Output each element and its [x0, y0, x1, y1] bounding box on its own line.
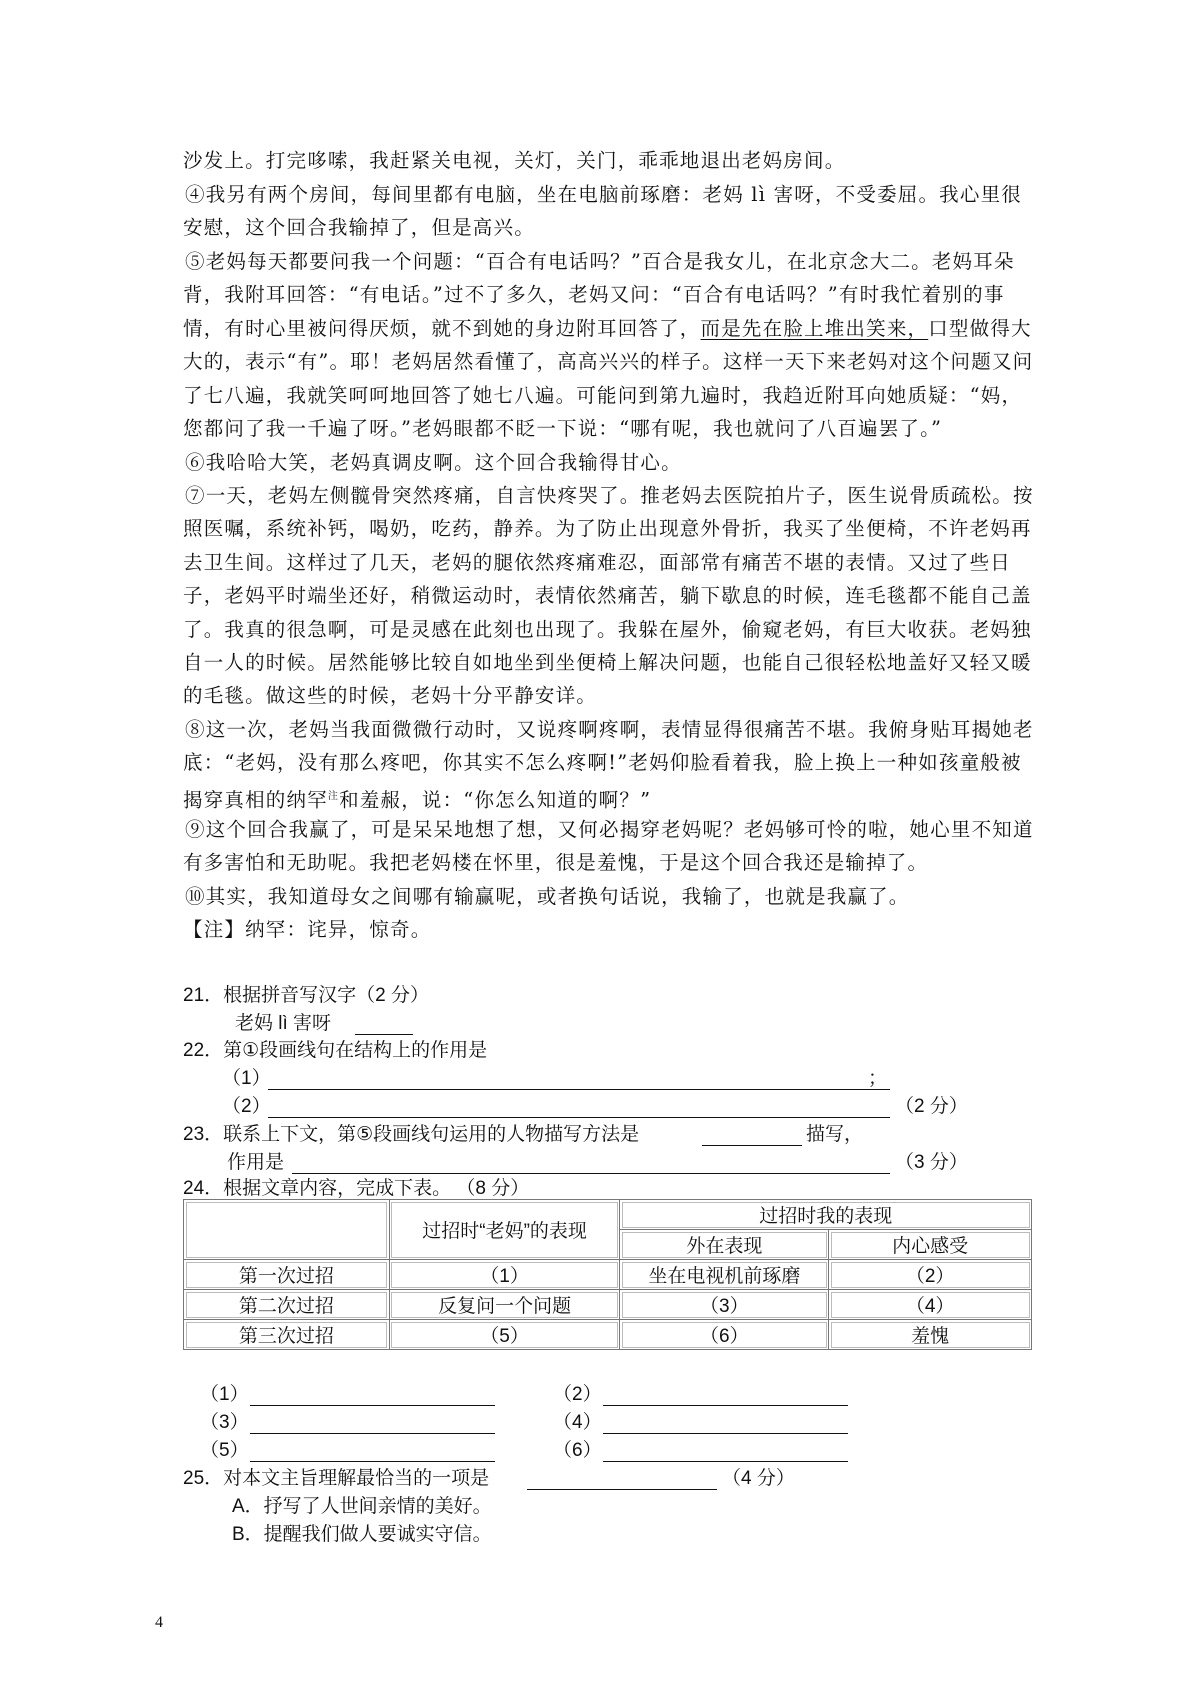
- passage-paragraph-7: ⑦一天，老妈左侧髋骨突然疼痛，自言快疼哭了。推老妈去医院拍片子，医生说骨质疏松。按照医嘱，系统补钙，喝奶，吃药，静养。为了防止出现意外骨折，我买了坐便椅，不许老妈再去卫生间。这样过了几天，老妈的腿依然疼痛难忍，面部常有痛苦不堪的表情。又过了些日子，老妈平时端坐还好，稍微运动时，表情依然痛苦，躺下歇息的时候，连毛毯都不能自己盖了。我真的很急啊，可是灵感在此刻也出现了。我躲在屋外，偷窥老妈，有巨大收获。老妈独自一人的时候。居然能够比较自如地坐到坐便椅上解决问题，也能自己很轻松地盖好又轻又暖的毛毯。做这些的时候，老妈十分平静安详。: [183, 484, 1034, 708]
- paragraph-5-text-b: 口型做得大大的，表示“有”。耶！老妈居然看懂了，高高兴兴的样子。这样一天下来老妈对这个问题又问了七八遍，我就笑呵呵地回答了她七八遍。可能问到第九遍时，我趋近附耳向她质疑：“妈，您都问了我一千遍了呀。”老妈眼都不眨一下说：“哪有呢，我也就问了八百遍罢了。”: [183, 316, 1034, 441]
- paragraph-8-text-b: 和羞赧，说：“你怎么知道的啊？”: [339, 788, 652, 812]
- answer-line-6[interactable]: [603, 1461, 848, 1462]
- passage-paragraph-continuation: 沙发上。打完哆嗦，我赶紧关电视，关灯，关门，乖乖地退出老妈房间。: [183, 149, 846, 172]
- answer-line-1[interactable]: [250, 1405, 495, 1406]
- question-23-score: （3 分）: [895, 1152, 968, 1173]
- cell-inner: （4）: [829, 1290, 1032, 1320]
- cell-outer: （3）: [620, 1290, 829, 1320]
- question-25-option-b: B．提醒我们做人要诚实守信。: [232, 1524, 492, 1545]
- table-header-me: 过招时我的表现: [620, 1200, 1032, 1230]
- table-header-empty: [184, 1200, 390, 1260]
- page-number: 4: [155, 1614, 163, 1631]
- row-label: 第二次过招: [184, 1290, 390, 1320]
- passage-paragraph-4: ④我另有两个房间，每间里都有电脑，坐在电脑前琢磨：老妈 lì 害呀，不受委屈。我心里很安慰，这个回合我输掉了，但是高兴。: [183, 183, 1022, 240]
- passage-paragraph-9: ⑨这个回合我赢了，可是呆呆地想了想，又何必揭穿老妈呢？老妈够可怜的啦，她心里不知道有多害怕和无助呢。我把老妈楼在怀里，很是羞愧，于是这个回合我还是输掉了。: [183, 818, 1034, 875]
- question-25-option-a: A．抒写了人世间亲情的美好。: [232, 1496, 492, 1517]
- question-23-title: 23．联系上下文，第⑤段画线句运用的人物描写方法是: [183, 1124, 640, 1145]
- question-22-answer-line-1[interactable]: [268, 1089, 890, 1090]
- cell-mom: 反复问一个问题: [389, 1290, 620, 1320]
- answer-label-1: （1）: [200, 1384, 249, 1405]
- question-22-score: （2 分）: [895, 1096, 968, 1117]
- footnote-marker: 注: [327, 790, 340, 802]
- passage-paragraph-5: [183, 245, 1035, 445]
- cell-inner: （2）: [829, 1260, 1032, 1290]
- footnote: 【注】纳罕：诧异，惊奇。: [183, 918, 432, 941]
- passage-paragraph-10: ⑩其实，我知道母女之间哪有输赢呢，或者换句话说，我输了，也就是我赢了。: [185, 885, 910, 908]
- answer-label-6: （6）: [553, 1440, 602, 1461]
- answer-label-4: （4）: [553, 1412, 602, 1433]
- question-23-suffix: 描写，: [806, 1124, 864, 1145]
- answer-line-5[interactable]: [250, 1461, 495, 1462]
- answer-label-5: （5）: [200, 1440, 249, 1461]
- question-22-semicolon: ；: [868, 1068, 888, 1089]
- answer-label-3: （3）: [200, 1412, 249, 1433]
- paragraph-5-text-a: ⑤老妈每天都要问我一个问题：“百合有电话吗？”百合是我女儿，在北京念大二。老妈耳朵背，我附耳回答：“有电话。”过不了多久，老妈又问：“百合有电话吗？”有时我忙着别的事情，有时心里被问得厌烦，就不到她的身边附耳回答了，: [183, 250, 1015, 340]
- cell-mom: （1）: [389, 1260, 620, 1290]
- table-row: [184, 1320, 1032, 1350]
- row-label: 第三次过招: [184, 1320, 390, 1350]
- passage-paragraph-8: [183, 713, 1035, 817]
- cell-mom: （5）: [389, 1320, 620, 1350]
- question-23-line2-label: 作用是: [227, 1152, 285, 1173]
- question-22-answer-line-2[interactable]: [268, 1117, 890, 1118]
- answer-label-2: （2）: [553, 1384, 602, 1405]
- question-25-answer-line[interactable]: [527, 1489, 717, 1490]
- question-21-answer-line[interactable]: [355, 1034, 413, 1035]
- answer-table: [183, 1199, 1032, 1350]
- answer-line-2[interactable]: [603, 1405, 848, 1406]
- row-label: 第一次过招: [184, 1260, 390, 1290]
- cell-outer: 坐在电视机前琢磨: [620, 1260, 829, 1290]
- paragraph-8-text-a: ⑧这一次，老妈当我面微微行动时，又说疼啊疼啊，表情显得很痛苦不堪。我俯身贴耳揭她老底：“老妈，没有那么疼吧，你其实不怎么疼啊!”老妈仰脸看着我，脸上换上一种如孩童般被揭穿真相的纳罕: [183, 718, 1034, 812]
- question-23-method-line[interactable]: [702, 1145, 802, 1146]
- question-25-score: （4 分）: [722, 1468, 795, 1489]
- question-21-title: 21．根据拼音写汉字（2 分）: [183, 985, 429, 1006]
- question-23-effect-line[interactable]: [292, 1173, 890, 1174]
- cell-outer: （6）: [620, 1320, 829, 1350]
- table-header-inner: 内心感受: [829, 1230, 1032, 1260]
- table-row: [184, 1290, 1032, 1320]
- cell-inner: 羞愧: [829, 1320, 1032, 1350]
- question-24-title: 24．根据文章内容，完成下表。 （8 分）: [183, 1178, 530, 1199]
- question-21-item: 老妈 lì 害呀: [235, 1013, 332, 1034]
- passage-paragraph-6: ⑥我哈哈大笑，老妈真调皮啊。这个回合我输得甘心。: [185, 451, 682, 474]
- table-row: [184, 1260, 1032, 1290]
- answer-line-3[interactable]: [250, 1433, 495, 1434]
- question-22-label-1: （1）: [222, 1068, 271, 1089]
- paragraph-5-underlined-sentence: 而是先在脸上堆出笑来，: [700, 316, 929, 340]
- table-header-outer: 外在表现: [620, 1230, 829, 1260]
- question-22-title: 22．第①段画线句在结构上的作用是: [183, 1040, 488, 1061]
- question-25-title: 25．对本文主旨理解最恰当的一项是: [183, 1468, 490, 1489]
- answer-line-4[interactable]: [603, 1433, 848, 1434]
- question-22-label-2: （2）: [222, 1096, 271, 1117]
- table-header-mom: 过招时“老妈”的表现: [389, 1200, 620, 1260]
